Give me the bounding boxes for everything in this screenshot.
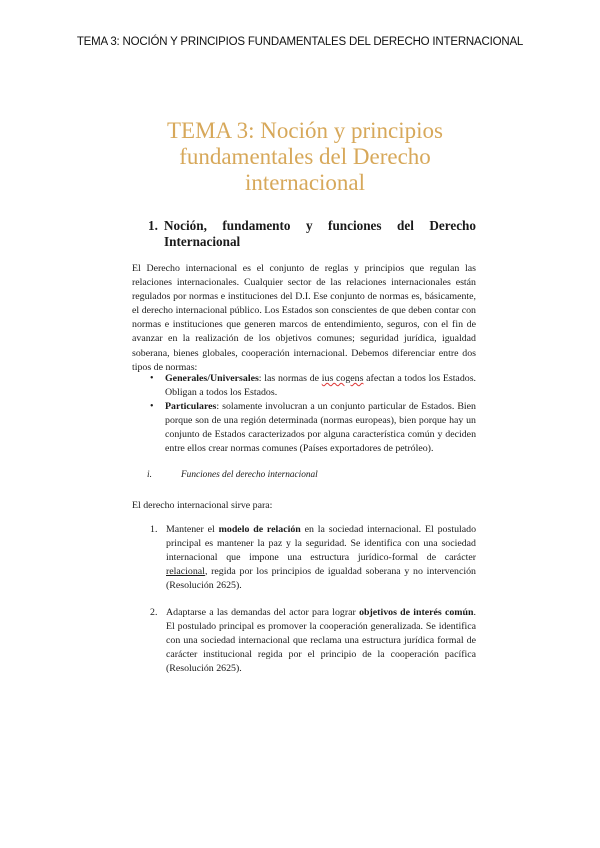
bullet-term: Generales/Universales (165, 373, 259, 384)
item-body (166, 523, 476, 593)
subsection-number: i. (147, 470, 152, 480)
bullet-icon: • (150, 401, 154, 413)
title-line-2: fundamentales del Derecho (179, 144, 431, 169)
list-item (150, 372, 476, 400)
intro-paragraph: El Derecho internacional es el conjunto de reglas y principios que regulan las relaciones internacionales. Cualquier sector de las relaciones internacionales están regulados por normas e instituciones del D.I. Ese conjunto de normas es, básicamente, el derecho internacional público. Los Estados son conscientes de que deben contar con normas e instituciones que generen marcos de entendimiento, seguros, con el fin de avanzar en la realización de los objetivos comunes; seguridad jurídica, igualdad soberana, bienes globales, cooperación internacional. Debemos diferenciar entre dos tipos de normas: (132, 263, 476, 373)
item-number: 2. (150, 607, 158, 618)
document-title (140, 118, 470, 196)
item-text: en la sociedad internacional. El postulado principal es mantener la paz y la seguridad. Se identifica con una sociedad internacional que impone una estructura jurídico-formal de carácter (166, 524, 477, 564)
section-heading (148, 218, 476, 250)
item-text-end: , regida por los principios de igualdad soberana y no intervención (Resolución 2625). (166, 566, 476, 592)
running-header: TEMA 3: NOCIÓN Y PRINCIPIOS FUNDAMENTALES DEL DERECHO INTERNACIONAL (76, 36, 524, 48)
item-body (166, 606, 476, 676)
item-number: 1. (150, 524, 158, 535)
bullet-term: Particulares (165, 401, 217, 413)
list-item (150, 400, 476, 456)
title-line-1: TEMA 3: Noción y principios (167, 118, 443, 143)
bullet-icon: • (150, 373, 154, 384)
item-text: Mantener el (166, 524, 219, 535)
bullet-text-end: afectan a todos los Estados. Obligan a todos los Estados. (165, 373, 477, 399)
function-item-2 (150, 606, 476, 676)
functions-lead: El derecho internacional sirve para: (132, 500, 273, 511)
item-text: . El postulado principal es promover la cooperación generalizada. Se identifica con una sociedad internacional que reclama una estructura jurídica formal de carácter institucional regida por el principio de la cooperación pacífica (Resolución 2625). (166, 607, 476, 675)
item-bold: modelo de relación (218, 524, 301, 535)
norm-types-list (150, 372, 476, 457)
function-item-1 (150, 523, 476, 593)
section-title: Noción, fundamento y funciones del Derecho Internacional (164, 218, 476, 249)
subsection-title: Funciones del derecho internacional (181, 470, 318, 480)
title-line-3: internacional (244, 170, 366, 195)
section-number: 1. (148, 218, 158, 233)
item-text: Adaptarse a las demandas del actor para lograr (166, 607, 360, 618)
bullet-text: : solamente involucran a un conjunto particular de Estados. Bien porque son de una región determinada (normas europeas), bien porque hay un conjunto de Estados caracterizados por alguna característica común y deciden entre ellos crear normas comunes (Países exportadores de petróleo). (165, 401, 476, 455)
ius-cogens-term: ius cogens (321, 373, 364, 384)
bullet-text: : las normas de (258, 373, 322, 384)
relacional-term: relacional (166, 566, 205, 578)
item-bold: objetivos de interés común (359, 607, 474, 618)
